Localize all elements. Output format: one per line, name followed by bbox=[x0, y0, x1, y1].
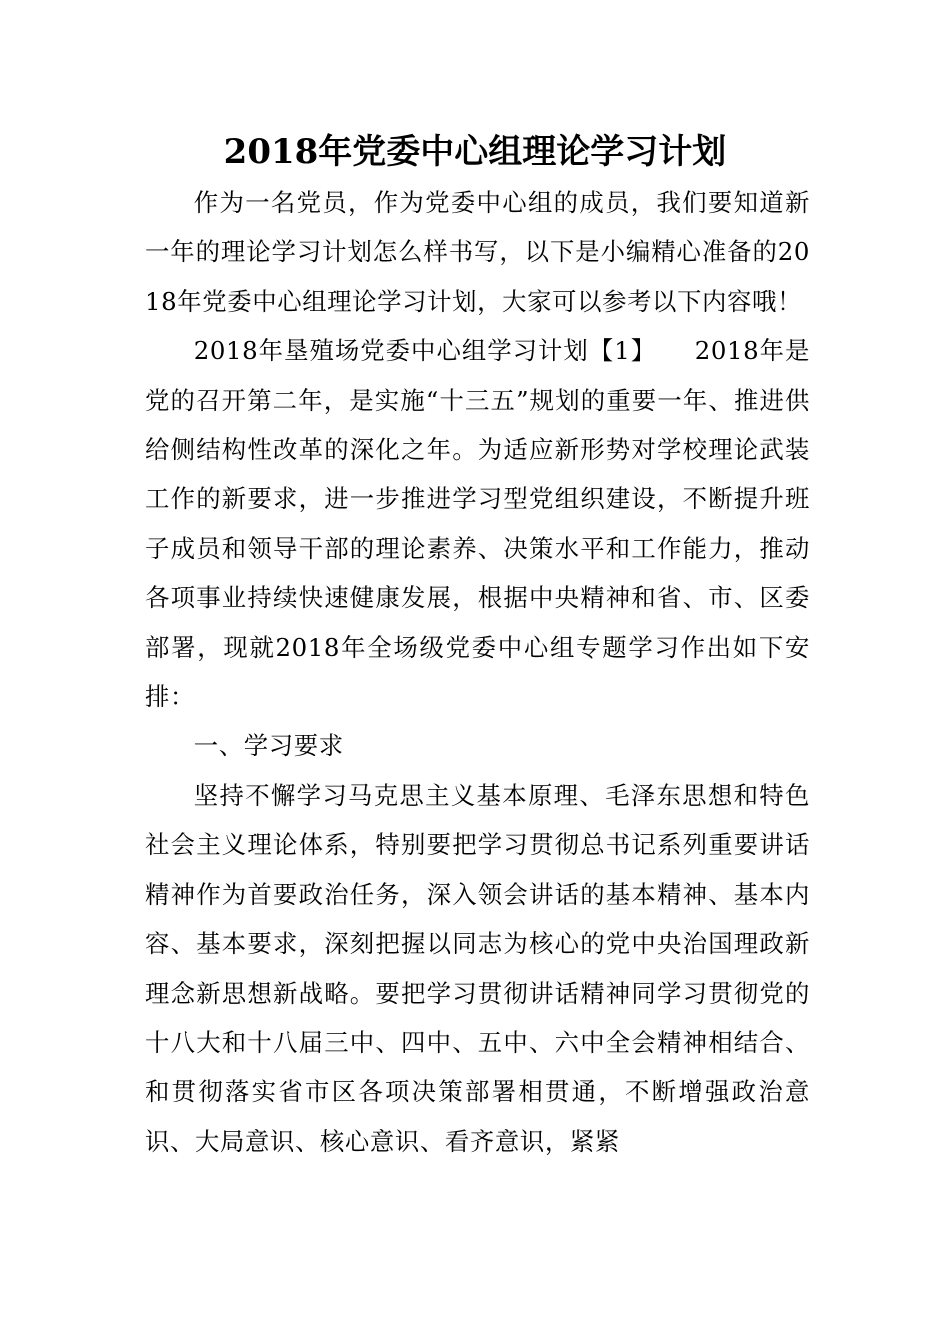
section-heading-requirements: 一、学习要求 bbox=[193, 731, 344, 761]
document-body bbox=[145, 178, 810, 1166]
document-title: 2018年党委中心组理论学习计划 bbox=[223, 132, 727, 172]
paragraph-intro: 作为一名党员，作为党委中心组的成员，我们要知道新一年的理论学习计划怎么样书写，以下是小编精心准备的2018年党委中心组理论学习计划，大家可以参考以下内容哦！ bbox=[145, 188, 810, 316]
paragraph-requirements: 坚持不懈学习马克思主义基本原理、毛泽东思想和特色社会主义理论体系，特别要把学习贯彻总书记系列重要讲话精神作为首要政治任务，深入领会讲话的基本精神、基本内容、基本要求，深刻把握以同志为核心的党中央治国理政新理念新思想新战略。要把学习贯彻讲话精神同学习贯彻党的十八大和十八届三中、四中、五中、六中全会精神相结合、和贯彻落实省市区各项决策部署相贯通，不断增强政治意识、大局意识、核心意识、看齐意识，紧紧 bbox=[145, 780, 810, 1156]
paragraph-plan-overview: 2018年垦殖场党委中心组学习计划【1】 2018年是党的召开第二年，是实施“十三五”规划的重要一年、推进供给侧结构性改革的深化之年。为适应新形势对学校理论武装工作的新要求，进一步推进学习型党组织建设，不断提升班子成员和领导干部的理论素养、决策水平和工作能力，推动各项事业持续快速健康发展，根据中央精神和省、市、区委部署，现就2018年全场级党委中心组专题学习作出如下安排： bbox=[145, 336, 810, 712]
